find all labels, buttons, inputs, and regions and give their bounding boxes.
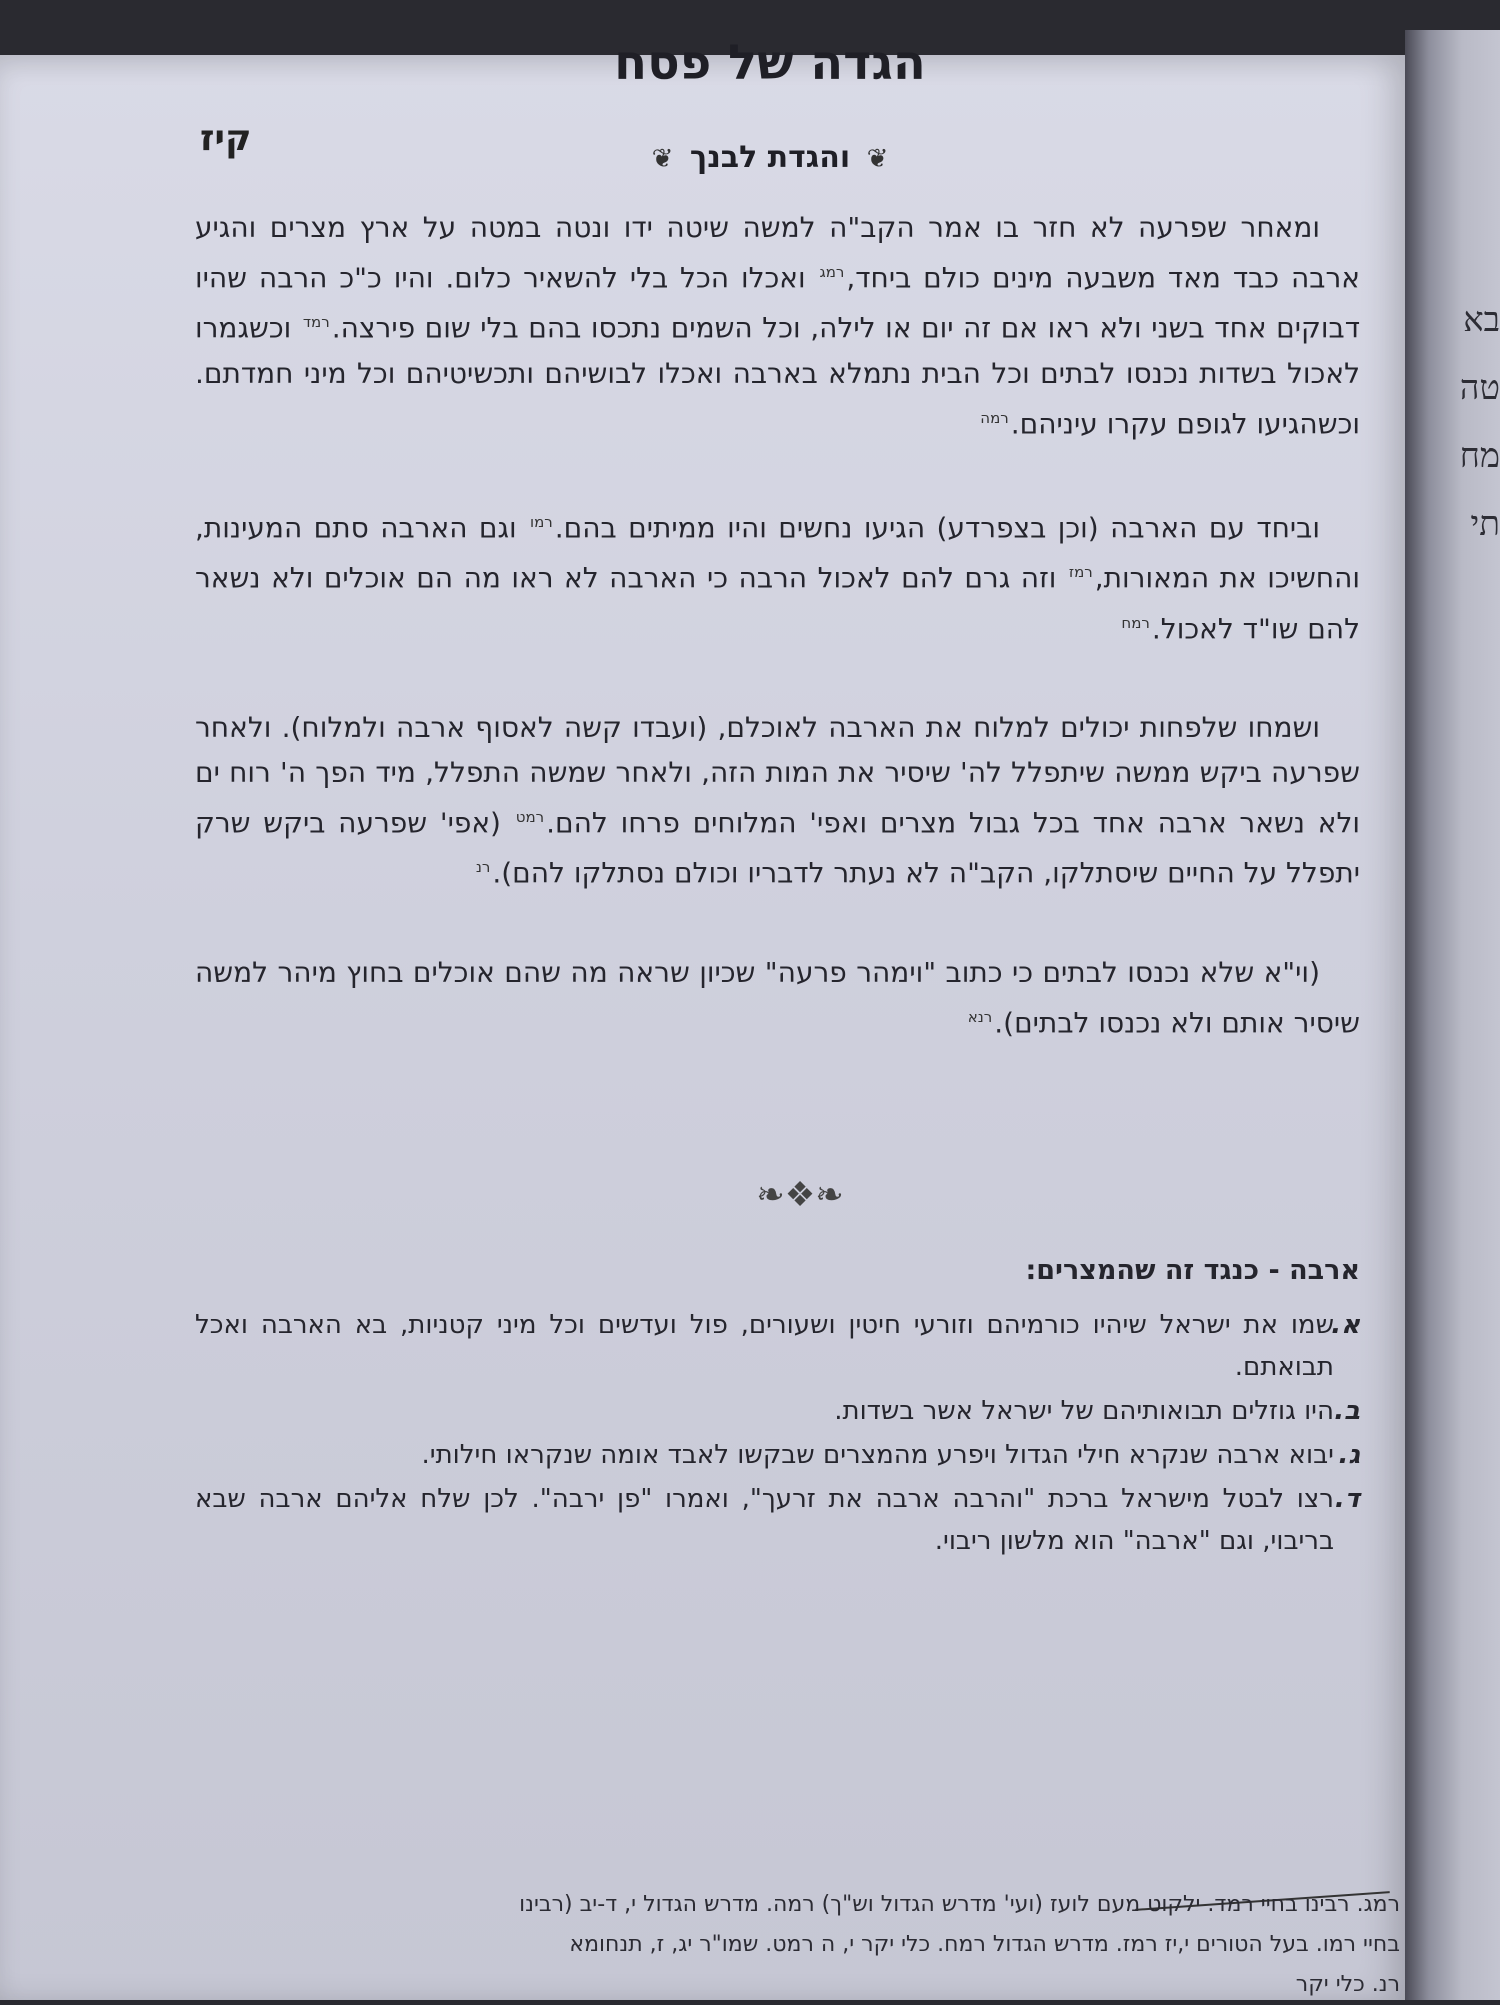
list-items bbox=[195, 1304, 1360, 1562]
paragraph-text: ואכלו הכל בלי להשאיר כלום. והיו כ"כ הרבה שהיו דבוקים אחד בשני ולא ראו אם זה יום או לילה, וכל השמים נתכסו בהם בלי שום פירצה. bbox=[195, 261, 1360, 345]
ornament-icon: ❦ bbox=[866, 144, 889, 174]
paragraph-text: ושמחו שלפחות יכולים למלוח את הארבה לאוכלם, (ועבדו קשה לאסוף ארבה ולמלוח). ולאחר שפרעה ביקש ממשה שיתפלל לה' שיסיר את המות הזה, ולאחר שמשה התפלל, מיד הפך ה' רוח ים ולא נשאר ארבה אחד בכל גבול מצרים ואפי' המלוחים פרחו להם. bbox=[195, 710, 1361, 840]
page-number: קיז bbox=[200, 118, 252, 159]
next-page-text-fragment: תי bbox=[1470, 504, 1500, 544]
footnote-marker: רנא bbox=[967, 1007, 993, 1026]
ornament-icon: ❦ bbox=[651, 144, 674, 174]
paragraph-text: וגם הארבה סתם המעינות, והחשיכו את המאורות, bbox=[195, 511, 1361, 595]
footnote-marker: רמג bbox=[819, 263, 845, 281]
next-page-text-fragment: טה bbox=[1459, 368, 1500, 408]
body-paragraph bbox=[195, 205, 1360, 446]
body-paragraph bbox=[195, 500, 1360, 651]
list-item-letter: ג. bbox=[1338, 1440, 1360, 1470]
main-text bbox=[195, 205, 1360, 1099]
footnotes bbox=[170, 1885, 1400, 2005]
next-page-edge bbox=[1405, 30, 1500, 2000]
next-page-text-fragment: בא bbox=[1463, 300, 1500, 340]
footnote-line: רמג. רבינו בחיי רמד. ילקוט מעם לועז (ועי' מדרש הגדול וש"ך) רמה. מדרש הגדול י, ד-יב (רבינו bbox=[519, 1892, 1400, 1917]
list-item-letter: א. bbox=[1331, 1310, 1360, 1340]
footnote-marker: רמה bbox=[980, 408, 1009, 427]
list-title: ארבה - כנגד זה שהמצרים: bbox=[1025, 1255, 1360, 1286]
next-page-text-fragment: מח bbox=[1459, 436, 1500, 476]
list-item bbox=[195, 1478, 1360, 1562]
footnote-marker: רמו bbox=[530, 512, 553, 531]
footnote-marker: רמז bbox=[1068, 563, 1093, 582]
footnote-marker: רמד bbox=[302, 313, 330, 332]
section-divider-ornament: ❧❖❧ bbox=[756, 1175, 844, 1215]
next-page-text bbox=[1430, 300, 1500, 572]
list-item-letter: ב. bbox=[1334, 1396, 1360, 1426]
paragraph-text: וביחד עם הארבה (וכן בצפרדע) הגיעו נחשים והיו ממיתים בהם. bbox=[554, 511, 1320, 545]
paragraph-text: וזה גרם להם לאכול הרבה כי הארבה לא ראו מה הם אוכלים ולא נשאר להם שו"ד לאכול. bbox=[195, 561, 1360, 645]
paragraph-text: ומאחר שפרעה לא חזר בו אמר הקב"ה למשה שיטה ידו ונטה במטה על ארץ מצרים והגיע ארבה כבד מאד משבעה מינים כולם ביחד, bbox=[195, 211, 1360, 295]
body-paragraph bbox=[195, 705, 1360, 896]
list-item-letter: ד. bbox=[1334, 1484, 1360, 1514]
paragraph-text: (וי"א שלא נכנסו לבתים כי כתוב "וימהר פרעה" שכיון שראה מה שהם אוכלים בחוץ מיהר למשה שיסיר אותם ולא נכנסו לבתים). bbox=[195, 955, 1360, 1039]
list-item bbox=[195, 1434, 1360, 1476]
list-item bbox=[195, 1304, 1360, 1388]
paragraph-text: (אפי' שפרעה ביקש שרק יתפלל על החיים שיסתלקו, הקב"ה לא נעתר לדבריו וכולם נסתלקו להם). bbox=[195, 806, 1360, 890]
paragraph-text: וכשגמרו לאכול בשדות נכנסו לבתים וכל הבית נתמלא בארבה ואכלו לבושיהם ותכשיטיהם וכל מיני חמדתם. וכשהגיעו לגופם עקרו עיניהם. bbox=[195, 311, 1360, 440]
footnote-marker: רנ bbox=[475, 858, 491, 877]
footnote-marker: רמח bbox=[1121, 613, 1150, 632]
page-title: הגדה של פסח bbox=[614, 35, 926, 91]
body-paragraph bbox=[195, 950, 1360, 1045]
list-item bbox=[195, 1390, 1360, 1432]
section-heading-text: והגדת לבנך bbox=[689, 140, 851, 175]
footnote-line: בחיי רמו. בעל הטורים י,יז רמז. מדרש הגדול רמח. כלי יקר י, ה רמט. שמו"ר יג, ז, תנחומא bbox=[569, 1932, 1400, 1957]
list-item-text: שמו את ישראל שיהיו כורמיהם וזורעי חיטין ושעורים, פול ועדשים וכל מיני קטניות, בא הארבה ואכל תבואתם. bbox=[195, 1310, 1334, 1382]
list-item-text: היו גוזלים תבואותיהם של ישראל אשר בשדות. bbox=[834, 1396, 1334, 1426]
list-section bbox=[195, 1255, 1360, 1564]
footnote-marker: רמט bbox=[515, 807, 545, 826]
footnote-line: רנ. כלי יקר bbox=[1295, 1972, 1400, 1997]
list-item-text: רצו לבטל מישראל ברכת "והרבה ארבה את זרעך", ואמרו "פן ירבה". לכן שלח אליהם ארבה שבא בריבוי, וגם "ארבה" הוא מלשון ריבוי. bbox=[195, 1484, 1334, 1556]
list-item-text: יבוא ארבה שנקרא חילי הגדול ויפרע מהמצרים שבקשו לאבד אומה שנקראו חילותי. bbox=[421, 1440, 1334, 1470]
section-heading bbox=[600, 140, 940, 175]
